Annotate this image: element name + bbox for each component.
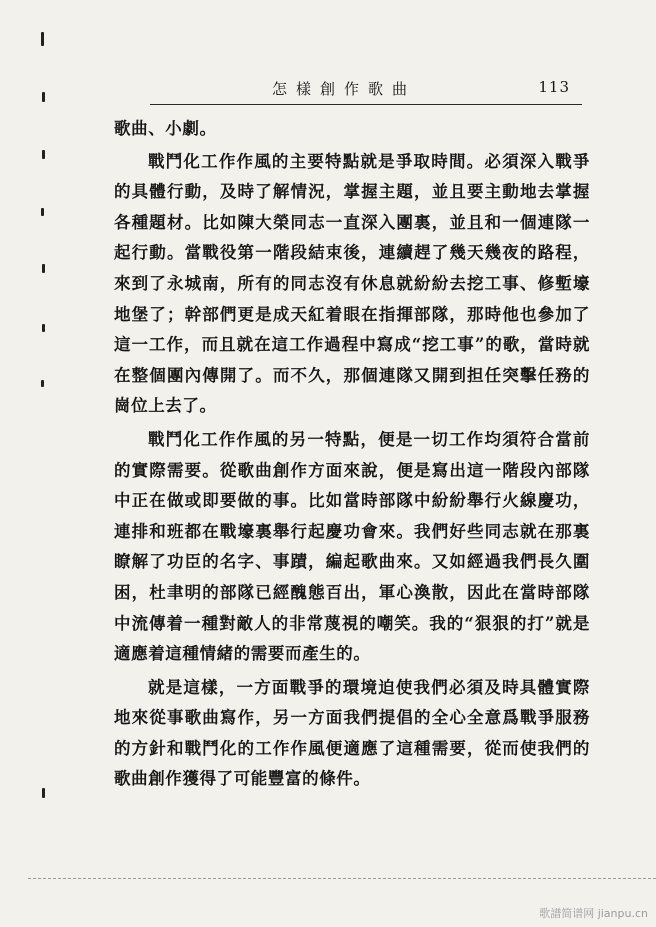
binding-mark — [42, 92, 45, 102]
watermark: 歌譜简谱网 jianpu.cn — [539, 907, 648, 920]
page-number: 113 — [538, 78, 570, 96]
header-title: 怎樣創作歌曲 — [272, 80, 417, 98]
binding-mark — [41, 32, 44, 46]
binding-mark — [42, 324, 45, 332]
paragraph-continuation: 歌曲、小劇。 — [114, 119, 217, 138]
body-text — [114, 114, 590, 798]
paragraph: 戰鬥化工作作風的另一特點，便是一切工作均須符合當前的實際需要。從歌曲創作方面來說，便是寫出這一階段內部隊中正在做或即要做的事。比如當時部隊中紛紛舉行火線慶功，連排和班都在戰壕裏舉行起慶功會來。我們好些同志就在那裏瞭解了功臣的名字、事蹟，編起歌曲來。又如經過我們長久圍困，杜聿明的部隊已經醜態百出，軍心渙散，因此在當時部隊中流傳着一種對敵人的非常蔑視的嘲笑。我的“狠狠的打”就是適應着這種情緒的需要而產生的。 — [114, 429, 590, 664]
binding-mark — [41, 208, 44, 216]
binding-mark — [41, 380, 44, 387]
running-head — [150, 78, 570, 100]
binding-mark — [42, 150, 45, 159]
binding-edge-marks — [36, 20, 50, 840]
paragraph: 戰鬥化工作作風的主要特點就是爭取時間。必須深入戰爭的具體行動，及時了解情況，掌握主題，並且要主動地去掌握各種題材。比如陳大榮同志一直深入團裏，並且和一個連隊一起行動。當戰役第一階段結束後，連續趕了幾天幾夜的路程，來到了永城南，所有的同志沒有休息就紛紛去挖工事、修塹壕地堡了；幹部們更是成天紅着眼在指揮部隊，那時他也參加了這一工作，而且就在這工作過程中寫成“挖工事”的歌，當時就在整個團內傳開了。而不久，那個連隊又開到担任突擊任務的崗位上去了。 — [114, 151, 590, 416]
binding-mark — [42, 788, 45, 798]
header-rule — [150, 104, 582, 105]
binding-mark — [42, 264, 45, 273]
paragraph: 就是這樣，一方面戰爭的環境迫使我們必須及時具體實際地來從事歌曲寫作，另一方面我們提倡的全心全意爲戰爭服務的方針和戰鬥化的工作作風便適應了這種需要，從而使我們的歌曲創作獲得了可能豐富的條件。 — [114, 677, 590, 789]
scan-bottom-rule — [28, 878, 656, 879]
